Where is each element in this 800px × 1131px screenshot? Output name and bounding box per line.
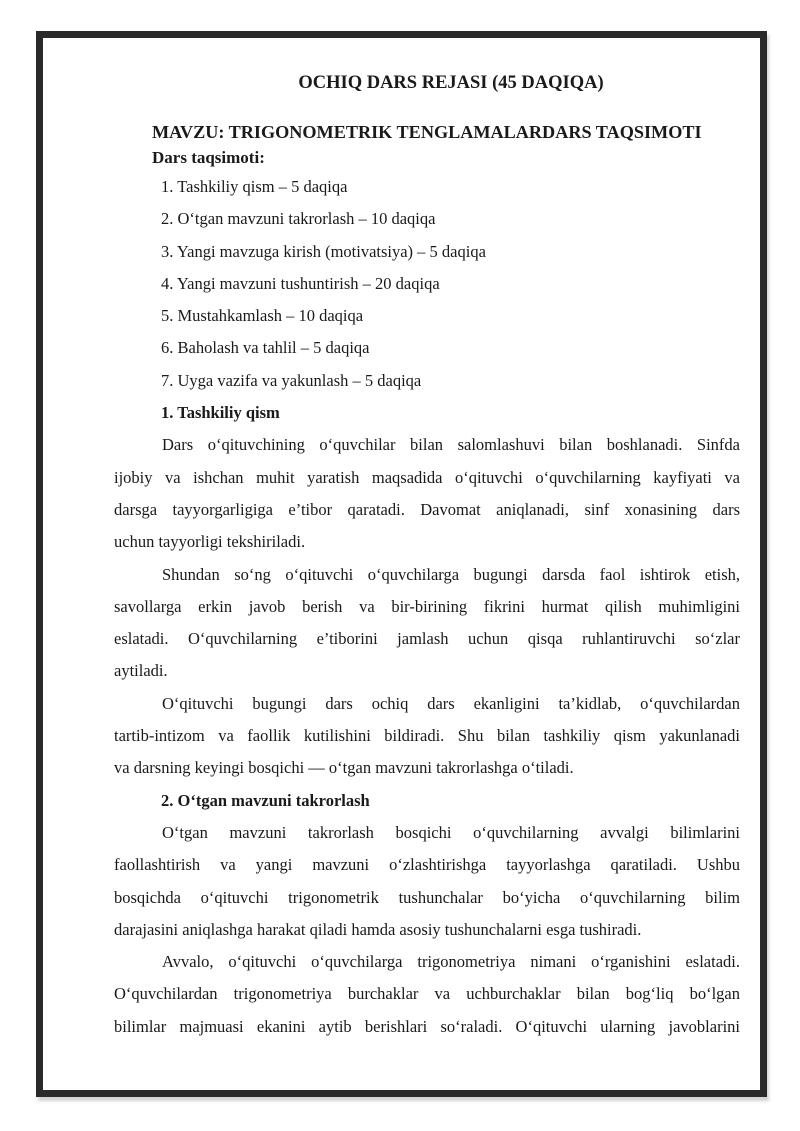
- paragraph-line: va darsning keyingi bosqichi — o‘tgan mavzuni takrorlashga o‘tiladi.: [114, 758, 574, 778]
- schedule-item: 1. Tashkiliy qism – 5 daqiqa: [161, 177, 348, 196]
- paragraph-line: Avvalo, o‘qituvchi o‘quvchilarga trigonometriya nimani o‘rganishini eslatadi.: [162, 952, 740, 972]
- page-border-frame: [36, 31, 767, 1097]
- paragraph-line: Shundan so‘ng o‘qituvchi o‘quvchilarga bugungi darsda faol ishtirok etish,: [162, 564, 740, 584]
- schedule-item: 5. Mustahkamlash – 10 daqiqa: [161, 306, 364, 326]
- paragraph: [114, 429, 740, 558]
- paragraph-line: savollarga erkin javob berish va bir-birining fikrini hurmat qilish muhimligini: [114, 596, 740, 616]
- topic-line: MAVZU: TRIGONOMETRIK TENGLAMALARDARS TAQSIMOTI: [152, 122, 702, 142]
- paragraph: [114, 946, 740, 1043]
- paragraph: [114, 559, 740, 688]
- paragraph-line: O‘tgan mavzuni takrorlash bosqichi o‘quvchilarning avvalgi bilimlarini: [162, 822, 740, 842]
- paragraph: [114, 817, 740, 946]
- schedule-item: 4. Yangi mavzuni tushuntirish – 20 daqiqa: [161, 273, 440, 293]
- schedule-item: 2. O‘tgan mavzuni takrorlash – 10 daqiqa: [161, 209, 436, 229]
- schedule-heading: Dars taqsimoti:: [152, 148, 265, 167]
- document-body: [114, 397, 740, 1043]
- paragraph-line: ijobiy va ishchan muhit yaratish maqsadida o‘qituvchi o‘quvchilarning kayfiyati va: [114, 467, 740, 487]
- paragraph-line: Dars o‘qituvchining o‘quvchilar bilan salomlashuvi bilan boshlanadi. Sinfda: [162, 435, 740, 455]
- schedule-item: 3. Yangi mavzuga kirish (motivatsiya) – 5 daqiqa: [161, 241, 486, 261]
- paragraph-line: aytiladi.: [114, 661, 168, 681]
- paragraph: [114, 688, 740, 785]
- paragraph-line: O‘quvchilardan trigonometriya burchaklar va uchburchaklar bilan bog‘liq bo‘lgan: [114, 984, 740, 1004]
- schedule-item: 6. Baholash va tahlil – 5 daqiqa: [161, 338, 370, 358]
- paragraph-line: bosqichda o‘qituvchi trigonometrik tushunchalar bo‘yicha o‘quvchilarning bilim: [114, 887, 740, 907]
- schedule-list: [114, 171, 740, 397]
- document-title: OCHIQ DARS REJASI (45 DAQIQA): [298, 73, 604, 93]
- paragraph-line: darajasini aniqlashga harakat qiladi hamda asosiy tushunchalarni esga tushiradi.: [114, 919, 642, 939]
- paragraph-line: O‘qituvchi bugungi dars ochiq dars ekanligini ta’kidlab, o‘quvchilardan: [162, 693, 740, 713]
- paragraph-line: eslatadi. O‘quvchilarning e’tiborini jamlash uchun qisqa ruhlantiruvchi so‘zlar: [114, 629, 740, 649]
- document-content: [114, 38, 740, 1043]
- paragraph-line: bilimlar majmuasi ekanini aytib berishlari so‘raladi. O‘qituvchi ularning javoblarini: [114, 1016, 740, 1036]
- section-heading: 1. Tashkiliy qism: [161, 403, 280, 423]
- schedule-item: 7. Uyga vazifa va yakunlash – 5 daqiqa: [161, 370, 422, 390]
- paragraph-line: faollashtirish va yangi mavzuni o‘zlashtirishga tayyorlashga qaratiladi. Ushbu: [114, 855, 740, 875]
- section-heading: 2. O‘tgan mavzuni takrorlash: [161, 790, 370, 810]
- paragraph-line: tartib-intizom va faollik kutilishini bildiradi. Shu bilan tashkiliy qism yakunlanadi: [114, 726, 740, 746]
- paragraph-line: uchun tayyorligi tekshiriladi.: [114, 532, 306, 552]
- paragraph-line: darsga tayyorgarligiga e’tibor qaratadi. Davomat aniqlanadi, sinf xonasining dars: [114, 499, 740, 519]
